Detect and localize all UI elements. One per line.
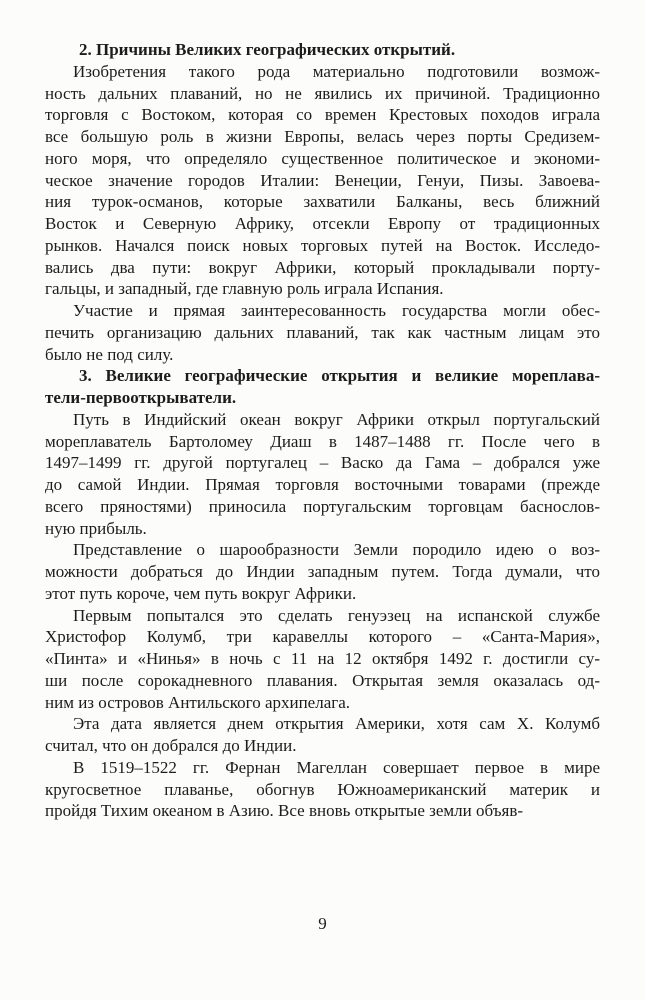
text-line: Участие и прямая заинтересованность государства могли обес- [73, 301, 600, 320]
text-column [45, 39, 600, 822]
text-line: было не под силу. [45, 344, 174, 364]
text-line: Изобретения такого рода материально подготовили возмож- [73, 61, 600, 81]
page-number: 9 [318, 914, 327, 933]
text-line: Путь в Индийский океан вокруг Африки открыл португальский [73, 409, 600, 429]
text-line: до самой Индии. Прямая торговля восточными товарами (прежде [45, 475, 600, 494]
text-line: вались два пути: вокруг Африки, который прокладывали порту- [45, 257, 600, 277]
text-line: 2. Причины Великих географических открытий. [79, 40, 456, 59]
text-line: рынков. Начался поиск новых торговых путей на Восток. Исследо- [45, 235, 600, 255]
text-line: печить организацию дальних плаваний, так как частным лицам это [45, 322, 600, 342]
text-line: ши после сорокадневного плавания. Открытая земля оказалась од- [45, 670, 600, 690]
text-line: кругосветное плаванье, обогнув Южноамериканский материк и [45, 779, 600, 799]
text-line: Представление о шарообразности Земли породило идею о воз- [73, 540, 600, 560]
text-line: «Пинта» и «Нинья» в ночь с 11 на 12 октября 1492 г. достигли су- [45, 649, 600, 668]
text-line: ную прибыль. [45, 518, 147, 538]
text-line: Первым попытался это сделать генуэзец на испанской службе [73, 605, 600, 625]
body-paragraph [45, 300, 600, 365]
text-line: всего пряностями) приносила португальским торговцам баснослов- [45, 496, 600, 516]
section-heading [45, 365, 600, 409]
text-line: ним из островов Антильского архипелага. [45, 692, 351, 712]
text-line: ния турок-османов, которые захватили Балканы, весь ближний [45, 192, 600, 212]
section-heading [45, 39, 600, 61]
text-line: тели-первооткрыватели. [45, 388, 237, 407]
text-line: торговля с Востоком, которая со времен Крестовых походов играла [45, 105, 600, 125]
text-line: гальцы, и западный, где главную роль играла Испания. [45, 279, 444, 299]
body-paragraph [45, 61, 600, 300]
body-paragraph [45, 605, 600, 714]
text-line: все большую роль в жизни Европы, велась через порты Средизем- [45, 127, 600, 146]
text-line: ческое значение городов Италии: Венеции, Генуи, Пизы. Завоева- [45, 170, 600, 190]
text-line: можности добраться до Индии западным путем. Тогда думали, что [45, 562, 600, 581]
body-paragraph [45, 713, 600, 757]
text-line: 3. Великие географические открытия и великие мореплава- [79, 366, 600, 386]
text-line: 1497–1499 гг. другой португалец – Васко да Гама – добрался уже [45, 453, 600, 473]
text-line: мореплаватель Бартоломеу Диаш в 1487–1488 гг. После чего в [45, 431, 600, 451]
text-line: считал, что он добрался до Индии. [45, 736, 297, 755]
text-line: этот путь короче, чем путь вокруг Африки. [45, 583, 357, 603]
text-line: Восток и Северную Африку, отсекли Европу от традиционных [45, 214, 600, 233]
text-line: ность дальних плаваний, но не явились их причиной. Традиционно [45, 83, 600, 103]
text-line: Эта дата является днем открытия Америки, хотя сам Х. Колумб [73, 714, 600, 734]
body-paragraph [45, 757, 600, 822]
body-paragraph [45, 539, 600, 604]
text-line: Христофор Колумб, три каравеллы которого – «Санта-Мария», [45, 627, 600, 647]
text-line: ного моря, что определяло существенное политическое и экономи- [45, 148, 600, 168]
text-line: В 1519–1522 гг. Фернан Магеллан совершает первое в мире [73, 757, 600, 777]
body-paragraph [45, 409, 600, 540]
text-line: пройдя Тихим океаном в Азию. Все вновь открытые земли объяв- [45, 801, 524, 821]
